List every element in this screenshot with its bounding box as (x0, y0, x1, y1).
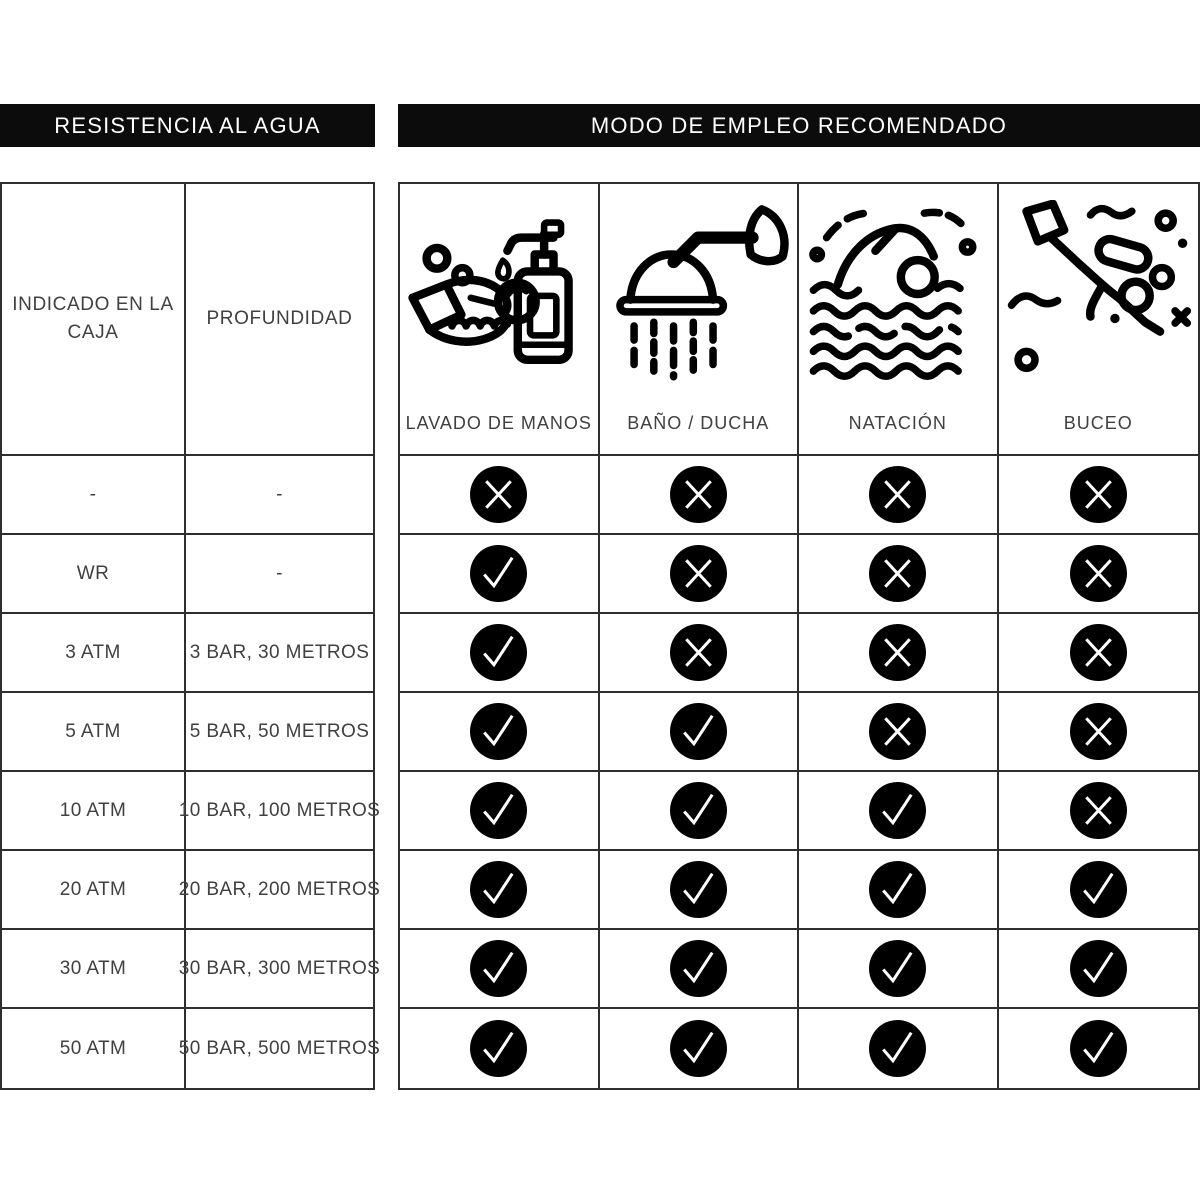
depth-value: - (186, 456, 373, 535)
usage-cell (600, 851, 800, 930)
usage-cell (999, 772, 1199, 851)
usage-cell (999, 693, 1199, 772)
cross-badge (869, 624, 926, 681)
check-badge (670, 940, 727, 997)
depth-value: 5 BAR, 50 METROS (186, 693, 373, 772)
usage-cell (999, 930, 1199, 1009)
depth-value: 50 BAR, 500 METROS (178, 1037, 381, 1059)
box-rating: 20 ATM (2, 851, 186, 930)
box-rating: 3 ATM (2, 614, 186, 693)
usage-cell (799, 772, 999, 851)
cross-badge (1070, 545, 1127, 602)
usage-cell (600, 535, 800, 614)
usage-cell (400, 456, 600, 535)
check-badge (670, 703, 727, 760)
check-badge (1070, 940, 1127, 997)
check-badge (470, 703, 527, 760)
usage-column-swimming (799, 184, 999, 456)
column-header-indicado: INDICADO EN LA CAJA (2, 184, 186, 456)
usage-cell (400, 851, 600, 930)
cross-badge (1070, 703, 1127, 760)
usage-cell (999, 456, 1199, 535)
left-header-bar (0, 104, 375, 147)
usage-cell (600, 1009, 800, 1088)
check-badge (470, 782, 527, 839)
check-badge (470, 545, 527, 602)
usage-cell (799, 535, 999, 614)
usage-cell (400, 772, 600, 851)
usage-column-label: BUCEO (1063, 413, 1133, 433)
usage-cell (400, 614, 600, 693)
resistance-table (0, 182, 381, 1090)
check-badge (869, 782, 926, 839)
cross-badge (869, 466, 926, 523)
usage-cell (600, 930, 800, 1009)
box-rating: 30 ATM (2, 930, 186, 1009)
usage-cell (999, 535, 1199, 614)
usage-cell (600, 456, 800, 535)
cross-badge (1070, 466, 1127, 523)
usage-cell (400, 1009, 600, 1088)
cross-badge (1070, 624, 1127, 681)
swimming-icon (804, 200, 992, 388)
check-badge (670, 782, 727, 839)
usage-cell (799, 693, 999, 772)
usage-column-hand-washing (400, 184, 600, 456)
depth-value: 3 BAR, 30 METROS (186, 614, 373, 693)
check-badge (670, 861, 727, 918)
check-badge (1070, 1020, 1127, 1077)
check-badge (670, 1020, 727, 1077)
check-badge (470, 624, 527, 681)
check-badge (470, 940, 527, 997)
check-badge (869, 1020, 926, 1077)
usage-cell (799, 1009, 999, 1088)
usage-table (398, 182, 1200, 1090)
right-header-title: MODO DE EMPLEO RECOMENDADO (590, 112, 1008, 138)
box-rating: - (2, 456, 186, 535)
usage-cell (400, 930, 600, 1009)
cross-badge (1070, 782, 1127, 839)
cross-badge (869, 703, 926, 760)
usage-cell (999, 614, 1199, 693)
left-header-title: RESISTENCIA AL AGUA (54, 112, 321, 138)
usage-column-label: LAVADO DE MANOS (405, 413, 592, 433)
check-badge (869, 940, 926, 997)
usage-column-shower (600, 184, 800, 456)
check-badge (1070, 861, 1127, 918)
usage-cell (799, 930, 999, 1009)
depth-value: - (186, 535, 373, 614)
usage-cell (799, 614, 999, 693)
usage-column-label: NATACIÓN (848, 413, 947, 433)
cross-badge (670, 545, 727, 602)
depth-value: 20 BAR, 200 METROS (186, 851, 373, 930)
shower-icon (604, 200, 792, 388)
cross-badge (670, 624, 727, 681)
cross-badge (470, 466, 527, 523)
usage-cell (799, 851, 999, 930)
usage-cell (799, 456, 999, 535)
box-rating: 50 ATM (2, 1009, 186, 1088)
usage-column-label: BAÑO / DUCHA (627, 413, 770, 433)
column-header-profundidad: PROFUNDIDAD (186, 184, 373, 456)
box-rating: 10 ATM (2, 772, 186, 851)
hand-washing-icon (405, 200, 593, 388)
depth-value: 10 BAR, 100 METROS (186, 772, 373, 851)
box-rating: 5 ATM (2, 693, 186, 772)
usage-cell (400, 535, 600, 614)
cross-badge (670, 466, 727, 523)
usage-cell (600, 772, 800, 851)
check-badge (470, 861, 527, 918)
scuba-diving-icon (1004, 200, 1192, 388)
right-header-bar (398, 104, 1200, 147)
usage-cell (999, 1009, 1199, 1088)
check-badge (869, 861, 926, 918)
usage-cell (600, 693, 800, 772)
usage-cell (400, 693, 600, 772)
box-rating: WR (2, 535, 186, 614)
check-badge (470, 1020, 527, 1077)
usage-cell (999, 851, 1199, 930)
usage-column-diving (999, 184, 1199, 456)
cross-badge (869, 545, 926, 602)
depth-value: 30 BAR, 300 METROS (186, 930, 373, 1009)
usage-cell (600, 614, 800, 693)
